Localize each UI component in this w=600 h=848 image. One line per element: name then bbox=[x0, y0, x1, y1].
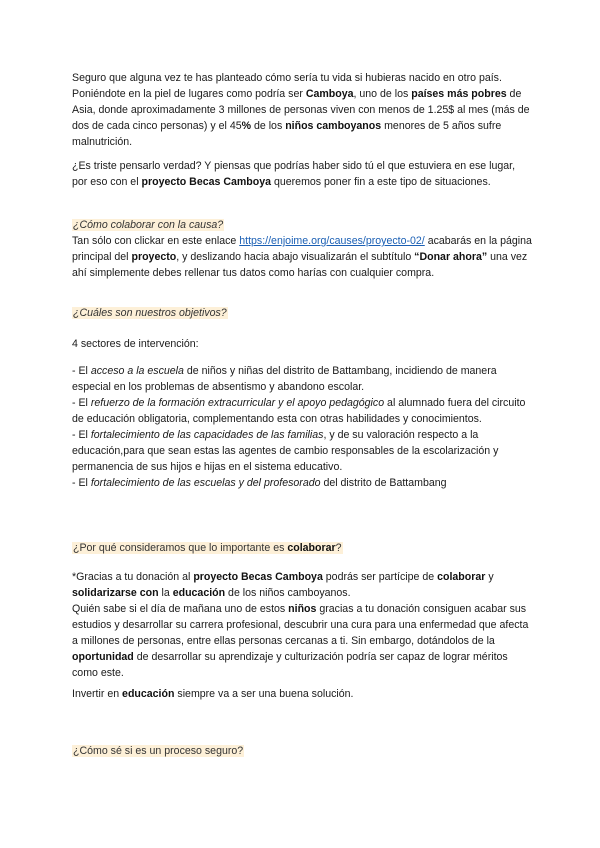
item4-prefix: - El bbox=[72, 477, 91, 489]
intro-text-2: , uno de los bbox=[353, 88, 412, 100]
section-heading-por-que bbox=[72, 542, 343, 554]
intro-bold-percent: % bbox=[241, 120, 252, 132]
section1-bold-donar: “Donar ahora” bbox=[414, 251, 488, 263]
section1-text-3: , y deslizando hacia abajo visualizarán el subtítulo bbox=[176, 251, 415, 263]
section1-bold-proyecto: proyecto bbox=[131, 251, 177, 263]
intro-bold-paises: países más pobres bbox=[411, 88, 507, 100]
p2-text-2: gracias a tu donación consiguen acabar sus estudios y desarrollar su carrera profesional, descubrir una cura para una enfermedad que afecta a millones de personas, entre ellas personas cercanas a ti. Sin embargo, dotándolos de la bbox=[72, 603, 529, 647]
item2-prefix: - El bbox=[72, 397, 91, 409]
list-item bbox=[72, 475, 532, 491]
section1-text-1: Tan sólo con clickar en este enlace bbox=[72, 235, 240, 247]
intro-bold-camboya: Camboya bbox=[305, 88, 354, 100]
intro-bold-ninos: niños camboyanos bbox=[285, 120, 382, 132]
second-paragraph bbox=[72, 158, 532, 190]
p1-bold-proyecto: proyecto Becas Camboya bbox=[193, 571, 323, 583]
para2-text-2: queremos poner fin a este tipo de situaciones. bbox=[271, 176, 491, 188]
p1-text-3: y bbox=[485, 571, 494, 583]
para2-bold-proyecto: proyecto Becas Camboya bbox=[141, 176, 272, 188]
item4-text: del distrito de Battambang bbox=[320, 477, 447, 489]
section1-text-4: una vez ahí simplemente debes rellenar tus datos como harías con cualquier compra. bbox=[72, 251, 528, 279]
intro-text-3: de Asia, donde aproximadamente 3 millones de personas viven con menos de 1.25$ al mes (más de dos de cada cinco personas) y el 45 bbox=[72, 88, 530, 132]
list-item bbox=[72, 363, 532, 395]
intro-text-1: Seguro que alguna vez te has planteado cómo sería tu vida si hubieras nacido en otro país. Poniéndote en la piel de lugares como podría ser bbox=[72, 72, 502, 100]
p3-text-1: Invertir en bbox=[72, 688, 123, 700]
intro-text-4: de los bbox=[251, 120, 286, 132]
heading-por-que-bold: colaborar bbox=[287, 542, 336, 554]
item1-prefix: - El bbox=[72, 365, 91, 377]
item4-italic: fortalecimiento de las escuelas y del profesorado bbox=[90, 477, 321, 489]
intro-paragraph bbox=[72, 70, 532, 150]
objetivos-intro bbox=[72, 336, 532, 352]
section-heading-colaborar: ¿Cómo colaborar con la causa? bbox=[73, 219, 224, 231]
heading-por-que-end: ? bbox=[335, 542, 342, 554]
p1-text-5: de los niños camboyanos. bbox=[225, 587, 351, 599]
p1-bold-colaborar: colaborar bbox=[437, 571, 486, 583]
por-que-body bbox=[72, 569, 532, 681]
item2-text: al alumnado fuera del circuito de educación obligatoria, complementando esta con otras habilidades y conocimientos. bbox=[72, 397, 526, 425]
section-por-que bbox=[72, 540, 532, 556]
p3-bold-educacion: educación bbox=[122, 688, 175, 700]
p2-bold-oportunidad: oportunidad bbox=[72, 651, 134, 663]
item3-text: , y de su valoración respecto a la educación,para que sean estas las agentes de cambio responsables de la escolarización y permanencia de sus hijos e hijas en el sistema educativo. bbox=[72, 429, 499, 473]
item3-prefix: - El bbox=[72, 429, 91, 441]
objetivos-list bbox=[72, 363, 532, 491]
p2-text-3: de desarrollar su aprendizaje y culturización podría ser capaz de lograr méritos como este. bbox=[72, 651, 508, 679]
list-item bbox=[72, 427, 532, 475]
proyecto-link[interactable]: https://enjoime.org/causes/proyecto-02/ bbox=[239, 235, 425, 247]
section1-text-2: acabarás en la página principal del bbox=[72, 235, 532, 263]
p2-bold-ninos: niños bbox=[288, 603, 317, 615]
p2-text-1: Quién sabe si el día de mañana uno de estos bbox=[72, 603, 289, 615]
p1-text-2: podrás ser partícipe de bbox=[322, 571, 438, 583]
invertir-paragraph bbox=[72, 686, 532, 702]
p1-text-4: la bbox=[158, 587, 173, 599]
objetivos-intro-text: 4 sectores de intervención: bbox=[72, 338, 199, 350]
p3-text-2: siempre va a ser una buena solución. bbox=[174, 688, 354, 700]
p1-bold-solidarizarse: solidarizarse con bbox=[72, 587, 159, 599]
item3-italic: fortalecimiento de las capacidades de las familias bbox=[90, 429, 324, 441]
section-heading-objetivos: ¿Cuáles son nuestros objetivos? bbox=[73, 307, 227, 319]
section-objetivos bbox=[72, 305, 532, 321]
item1-italic: acceso a la escuela bbox=[90, 365, 184, 377]
section-heading-seguro: ¿Cómo sé si es un proceso seguro? bbox=[73, 745, 244, 757]
section-seguro bbox=[72, 743, 532, 759]
heading-por-que-text: ¿Por qué consideramos que lo importante es bbox=[73, 542, 288, 554]
para2-text-1: ¿Es triste pensarlo verdad? Y piensas que podrías haber sido tú el que estuviera en ese lugar, por eso con el bbox=[72, 160, 516, 188]
item1-text: de niños y niñas del distrito de Battambang, incidiendo de manera especial en los problemas de absentismo y abandono escolar. bbox=[72, 365, 497, 393]
p1-bold-educacion: educación bbox=[172, 587, 226, 599]
p1-text-1: *Gracias a tu donación al bbox=[72, 571, 194, 583]
section-colaborar bbox=[72, 217, 532, 281]
intro-text-5: menores de 5 años sufre malnutrición. bbox=[72, 120, 502, 148]
list-item bbox=[72, 395, 532, 427]
item2-italic: refuerzo de la formación extracurricular y el apoyo pedagógico bbox=[90, 397, 385, 409]
